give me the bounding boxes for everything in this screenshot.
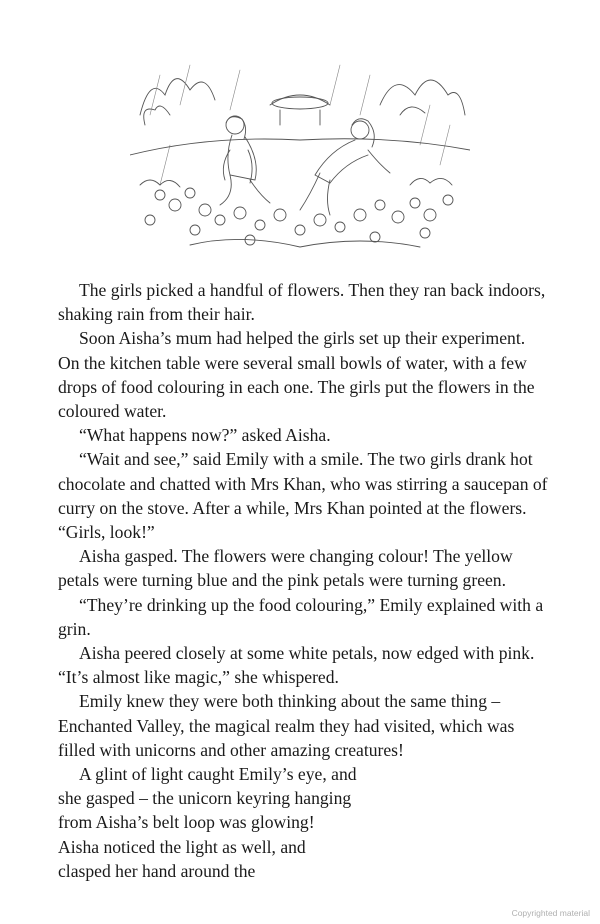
story-text: [58, 278, 548, 883]
paragraph: “What happens now?” asked Aisha.: [79, 425, 331, 446]
paragraph: Aisha gasped. The flowers were changing colour! The yellow petals were turning blue and the pink petals were turning green.: [58, 546, 513, 591]
paragraph: Aisha peered closely at some white petals, now edged with pink. “It’s almost like magic,” she whispered.: [58, 643, 535, 688]
paragraph: “Wait and see,” said Emily with a smile. The two girls drank hot chocolate and chatted with Mrs Khan, who was stirring a saucepan of curry on the stove. After a while, Mrs Khan pointed at the flowers. “Girls, look!”: [58, 449, 548, 543]
paragraph: Emily knew they were both thinking about the same thing – Enchanted Valley, the magical realm they had visited, which was filled with unicorns and other amazing creatures!: [58, 691, 515, 760]
paragraph: The girls picked a handful of flowers. Then they ran back indoors, shaking rain from their hair.: [58, 280, 546, 325]
girls-picking-flowers-illustration: [130, 55, 470, 255]
copyright-notice: Copyrighted material: [511, 908, 590, 918]
paragraph: A glint of light caught Emily’s eye, and she gasped – the unicorn keyring hanging from Aisha’s belt loop was glowing! Aisha noticed the light as well, and clasped her hand around the: [58, 764, 357, 881]
paragraph: Soon Aisha’s mum had helped the girls set up their experiment. On the kitchen table were several small bowls of water, with a few drops of food colouring in each one. The girls put the flowers in the coloured water.: [58, 328, 535, 422]
paragraph: “They’re drinking up the food colouring,” Emily explained with a grin.: [58, 594, 544, 639]
garden-illustration-icon: [130, 55, 470, 255]
